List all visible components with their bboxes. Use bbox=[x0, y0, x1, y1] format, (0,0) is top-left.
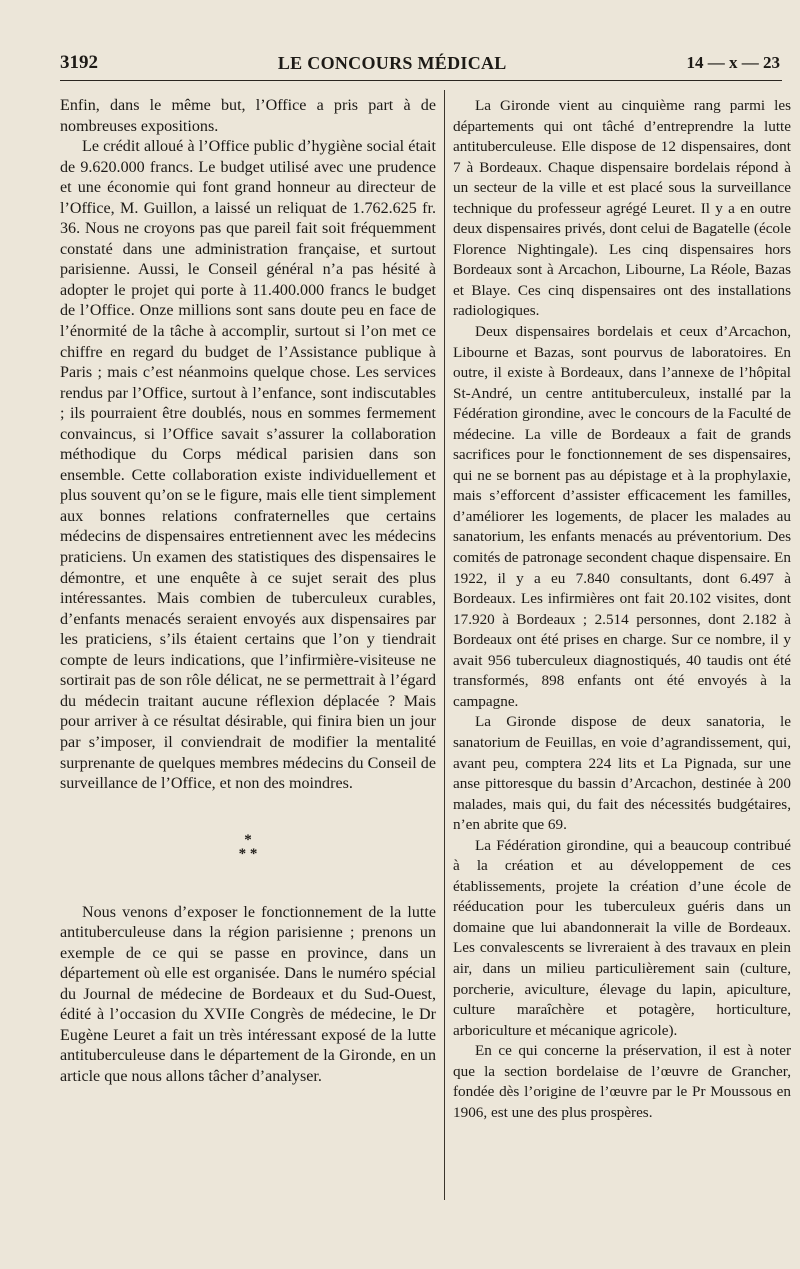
paragraph: Deux dispensaires bordelais et ceux d’Arcachon, Libourne et Bazas, sont pourvus de laboratoires. En outre, il existe à Bordeaux, dans l’annexe de l’hôpital St-André, un centre antituberculeux, installé par la Fédération girondine, avec le concours de la Faculté de médecine. La ville de Bordeaux a fait de grands sacrifices pour le fonctionnement de ses dispensaires, qui ne se bornent pas au dépistage et à la prophylaxie, mais s’efforcent d’assister efficacement les familles, d’améliorer les logements, de placer les malades au sanatorium, les enfants menacés au préventorium. Des comités de patronage secondent chaque dispensaire. En 1922, il y a eu 7.840 consultants, dont 6.497 à Bordeaux. Les infirmières ont fait 20.102 visites, dont 17.920 à Bordeaux ; 2.514 personnes, dont 2.182 à Bordeaux ont été prises en charge. Sur ce nombre, il y avait 956 tuberculeux diagnostiqués, 40 taudis ont été transformés, 898 enfants ont été envoyés à la campagne. bbox=[453, 323, 791, 710]
left-column bbox=[60, 96, 436, 1088]
column-divider bbox=[444, 90, 445, 1200]
page-number: 3192 bbox=[60, 52, 98, 73]
header-rule bbox=[60, 80, 782, 81]
journal-title: LE CONCOURS MÉDICAL bbox=[277, 52, 507, 73]
paragraph: Le crédit alloué à l’Office public d’hygiène social était de 9.620.000 francs. Le budget utilisé avec une prudence et une économie qui font grand honneur au directeur de l’Office, M. Guillon, a laissé un reliquat de 1.762.625 fr. 36. Nous ne croyons pas que pareil fait soit fréquemment constaté dans une administration française, et surtout parisienne. Aussi, le Conseil général n’a pas hésité à adopter le projet qui porte à 11.400.000 francs le budget de l’Office. Onze millions sont sans doute peu en face de l’énormité de la tâche à accomplir, surtout si l’on met ce chiffre en regard du budget de l’Assistance publique à Paris ; mais c’est néanmoins quelque chose. Les services rendus par l’Office, surtout à l’enfance, sont indiscutables ; ils pourraient être doublés, nous en sommes fermement convaincus, si l’Office savait s’assurer la collaboration méthodique du Corps médical parisien dans son ensemble. Cette collaboration existe individuellement et plus souvent qu’on se le figure, mais elle tient simplement aux bonnes relations confraternelles que certains médecins de dispensaires entretiennent avec les médecins praticiens. Un examen des statistiques des dispensaires le démontre, et une enquête à ce sujet serait des plus intéressantes. Mais combien de tuberculeux curables, d’enfants menacés seraient envoyés aux dispensaires par les praticiens, s’ils étaient certains que l’on y tiendrait compte de leurs indications, que l’infirmière-visiteuse ne sortirait pas de son rôle délicat, ne se permettrait à l’égard du médecin traitant aucune réflexion déplacée ? Mais pour arriver à ce résultat désirable, qui finira bien un jour par s’imposer, il conviendrait de modifier la mentalité surprenante de quelques membres médecins du Conseil de surveillance de l’Office, et non des moindres. bbox=[60, 138, 436, 793]
issue-date: 14 — x — 23 bbox=[686, 53, 780, 72]
section-separator bbox=[60, 833, 436, 861]
paragraph: Enfin, dans le même but, l’Office a pris part à de nombreuses expositions. bbox=[60, 97, 436, 135]
paragraph: La Fédération girondine, qui a beaucoup contribué à la création et au développement de ces établissements, projete la création d’une école de rééducation pour les tuberculeux guéris dans un domaine que lui abandonnerait la ville de Bordeaux. Les convalescents se livreraient à des travaux en plein air, dans un milieu particulièrement sain (culture, porcherie, aviculture, élevage du lapin, apiculture, culture maraîchère et potagère, horticulture, arboriculture et mécanique agricole). bbox=[453, 836, 791, 1039]
paragraph: La Gironde dispose de deux sanatoria, le sanatorium de Feuillas, en voie d’agrandissement, qui, avant peu, comptera 224 lits et La Pignada, sur une anse pittoresque du bassin d’Arcachon, destinée à 200 malades, mais qui, du fait des nécessités budgétaires, n’en abrite que 69. bbox=[453, 713, 791, 834]
paragraph: Nous venons d’exposer le fonctionnement de la lutte antituberculeuse dans la région parisienne ; prenons un exemple de ce qui se passe en province, dans un département où elle est organisée. Dans le numéro spécial du Journal de médecine de Bordeaux et du Sud-Ouest, édité à l’occasion du XVIIe Congrès de médecine, le Dr Eugène Leuret a fait un très intéressant exposé de la lutte antituberculeuse dans le département de la Gironde, en un article que nous allons tâcher d’analyser. bbox=[60, 903, 436, 1085]
running-header bbox=[60, 48, 780, 78]
right-column bbox=[453, 96, 791, 1123]
paragraph: En ce qui concerne la préservation, il est à noter que la section bordelaise de l’œuvre de Grancher, fondée dès l’origine de l’œuvre par le Pr Moussous en 1906, est une des plus prospères. bbox=[453, 1042, 791, 1121]
separator-stars-bottom: * * bbox=[238, 845, 258, 862]
separator-star-top: * bbox=[244, 831, 252, 848]
paragraph: La Gironde vient au cinquième rang parmi les départements qui ont tâché d’entreprendre la lutte antituberculeuse. Elle dispose de 12 dispensaires, dont 7 à Bordeaux. Chaque dispensaire bordelais répond à un secteur de la ville et est placé sous la surveillance technique du professeur agrégé Leuret. Il y a en outre deux dispensaires privés, dont celui de Bagatelle (école Florence Nightingale). Les cinq dispensaires hors Bordeaux sont à Arcachon, Libourne, La Réole, Bazas et Blaye. Ces cinq dispensaires ont des installations radiologiques. bbox=[453, 97, 791, 320]
